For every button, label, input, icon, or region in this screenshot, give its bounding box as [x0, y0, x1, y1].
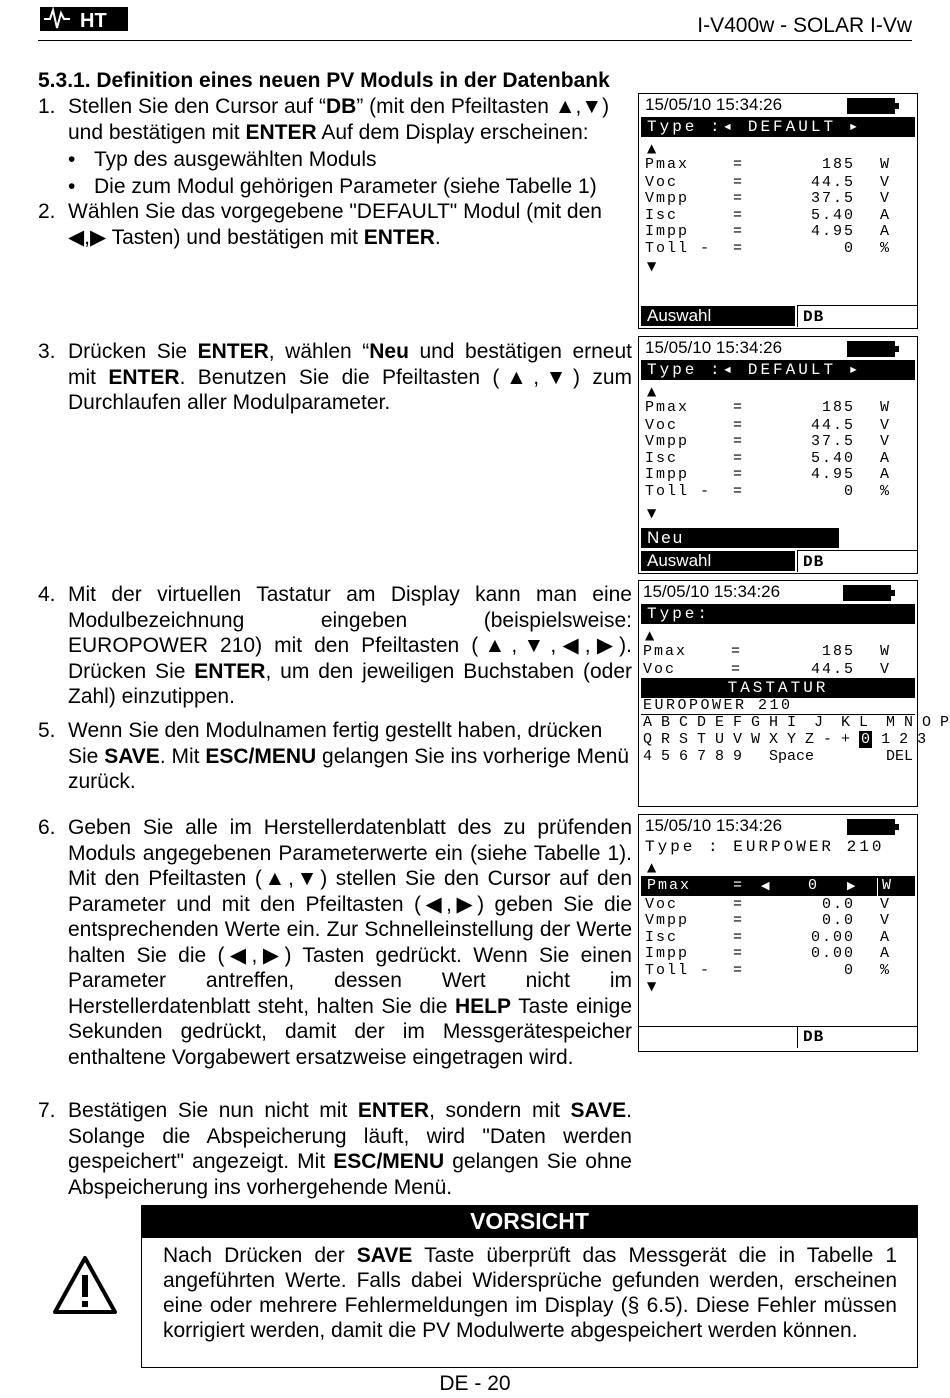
text-segment: 44.5	[810, 174, 855, 191]
text-segment: =	[733, 156, 745, 173]
text-segment: 0	[807, 877, 819, 894]
param-row	[645, 484, 911, 501]
text-segment: Vmpp	[645, 912, 690, 929]
text-segment: , um den jeweiligen Buchstaben (oder Zahl) einzutippen.	[68, 659, 632, 708]
text-segment: 5.	[38, 719, 56, 742]
text-segment: A	[879, 929, 891, 946]
text-segment: Pmax	[647, 877, 692, 894]
param-row	[643, 644, 911, 661]
text-segment: A	[879, 466, 891, 483]
step-4	[38, 582, 632, 710]
text-segment: W	[879, 399, 891, 416]
text-segment: ENTER	[245, 120, 317, 144]
timestamp: 15/05/10 15:34:26	[645, 95, 783, 114]
text-segment: . Solange die Abspeicherung läuft, wird "Daten werden gespeichert" angezeigt. Mit	[68, 1099, 632, 1173]
text-segment: 0.00	[810, 945, 855, 962]
keyboard-input-field: EUROPOWER 210	[643, 697, 793, 714]
text-segment: A	[879, 207, 891, 224]
type-line: Type : EURPOWER 210	[645, 838, 885, 856]
up-arrow-icon: ▲	[645, 628, 655, 642]
text-segment: Pmax	[645, 399, 690, 416]
text-segment: 5.40	[810, 450, 855, 467]
param-row	[645, 963, 911, 980]
text-segment: Isc	[645, 207, 679, 224]
text-segment: V	[879, 417, 891, 434]
text-segment: ENTER	[357, 1099, 430, 1122]
text-segment: 2.	[38, 200, 56, 223]
text-segment: =	[733, 207, 745, 224]
up-arrow-icon: ▲	[647, 860, 657, 874]
text-segment: Stellen Sie den Cursor auf “	[68, 95, 326, 118]
right-arrow-icon: ▶	[847, 879, 858, 892]
text-segment: Wählen Sie das vorgegebene "DEFAULT" Modul (mit den ◀,▶ Tasten) und bestätigen mit	[68, 200, 602, 249]
text-segment: =	[733, 962, 745, 979]
up-arrow-icon: ▲	[647, 384, 657, 398]
text-segment: =	[733, 945, 745, 962]
page-number: DE - 20	[439, 1372, 511, 1395]
bullet-item: • Typ des ausgewählten Moduls	[68, 148, 377, 171]
battery-icon	[847, 341, 895, 357]
text-segment: =	[733, 223, 745, 240]
type-bar: Type:	[641, 604, 915, 624]
text-segment: Impp	[645, 223, 690, 240]
text-segment: Toll -	[645, 240, 712, 257]
keyboard-key-selected: 0	[861, 731, 871, 748]
text-segment: 0	[843, 483, 855, 500]
up-arrow-icon: ▲	[647, 141, 657, 155]
text-segment: Auf dem Display erscheinen:	[316, 120, 589, 144]
type-bar: Type :◂ DEFAULT ▸	[641, 117, 915, 137]
text-segment: 6.	[38, 816, 56, 839]
type-bar: Type :◂ DEFAULT ▸	[641, 360, 915, 380]
softkey-auswahl: Auswahl	[641, 306, 795, 326]
text-segment: 44.5	[810, 661, 855, 678]
text-segment: =	[731, 643, 743, 660]
warning-triangle-icon	[52, 1255, 118, 1315]
text-segment: gelangen Sie ohne Abspeicherung ins vorhergehende Menü.	[68, 1150, 632, 1199]
text-segment: 185	[821, 399, 855, 416]
text-segment: V	[879, 190, 891, 207]
text-segment: HELP	[454, 994, 511, 1018]
selected-param-row	[641, 876, 915, 896]
section-title: 5.3.1. Definition eines neuen PV Moduls in der Datenbank	[38, 69, 610, 92]
text-segment: Mit der virtuellen Tastatur am Display kann man eine Modulbezeichnung eingeben (beispielsweise: EUROPOWER 210) mit den Pfeiltasten (▲,▼,◀,▶). Drücken Sie	[68, 583, 632, 683]
step-7	[38, 1098, 632, 1200]
text-segment: SAVE	[356, 1244, 413, 1267]
text-segment: und bestätigen erneut mit	[68, 340, 632, 389]
step-3	[38, 339, 632, 416]
header-divider	[38, 40, 912, 41]
text-segment: A	[879, 450, 891, 467]
softkey-db: DB	[797, 1026, 917, 1048]
param-row	[645, 157, 911, 174]
text-segment: V	[879, 174, 891, 191]
text-segment: Typ des ausgewählten Moduls	[94, 148, 377, 171]
caution-title: VORSICHT	[141, 1205, 918, 1237]
text-segment: =	[733, 450, 745, 467]
text-segment: Wenn Sie den Modulnamen fertig gestellt haben, drücken Sie	[68, 719, 603, 768]
text-segment: =	[733, 433, 745, 450]
text-segment: 4.95	[810, 466, 855, 483]
param-row	[645, 913, 911, 930]
down-arrow-icon: ▼	[647, 506, 657, 520]
text-segment: .	[434, 225, 441, 249]
text-segment: , sondern mit	[429, 1099, 571, 1122]
text-segment: 0	[843, 240, 855, 257]
softkey-db: DB	[797, 550, 917, 572]
text-segment: Voc	[643, 661, 677, 678]
text-segment: =	[733, 417, 745, 434]
text-segment: 3.	[38, 340, 56, 363]
param-row	[645, 946, 911, 963]
text-segment: Voc	[645, 896, 679, 913]
softkey-db: DB	[797, 305, 917, 327]
text-segment: Nach Drücken der	[163, 1244, 357, 1267]
text-segment: Pmax	[643, 643, 688, 660]
text-segment: V	[879, 896, 891, 913]
param-row	[645, 467, 911, 484]
text-segment: . Benutzen Sie die Pfeiltasten (▲,▼) zum Durchlaufen aller Modulparameter.	[68, 365, 633, 414]
text-segment: =	[733, 190, 745, 207]
param-row	[645, 434, 911, 451]
ht-logo	[40, 5, 128, 33]
param-row	[643, 662, 911, 679]
timestamp: 15/05/10 15:34:26	[645, 338, 783, 357]
battery-icon	[847, 819, 895, 835]
text-segment: 4.	[38, 583, 56, 606]
text-segment: 44.5	[810, 417, 855, 434]
text-segment: Voc	[645, 417, 679, 434]
text-segment: =	[733, 896, 745, 913]
text-segment: 37.5	[810, 190, 855, 207]
text-segment: 1.	[38, 95, 56, 118]
text-segment: ESC/MENU	[205, 744, 317, 768]
text-segment: Voc	[645, 174, 679, 191]
text-segment: =	[733, 240, 745, 257]
text-segment: Pmax	[645, 156, 690, 173]
text-segment: Toll -	[645, 483, 712, 500]
text-segment: SAVE	[570, 1099, 627, 1122]
text-segment: 1 2 3	[872, 731, 927, 748]
text-segment: DB	[325, 95, 357, 118]
text-segment: ENTER	[108, 365, 180, 389]
softkey-auswahl: Auswahl	[641, 551, 795, 571]
text-segment: =	[733, 877, 745, 894]
step-6	[38, 815, 632, 1070]
text-segment: 185	[821, 156, 855, 173]
caution-text	[141, 1237, 918, 1368]
timestamp: 15/05/10 15:34:26	[645, 816, 783, 835]
text-segment: V	[879, 661, 891, 678]
instrument-display-1	[638, 93, 918, 329]
text-segment: Impp	[645, 466, 690, 483]
text-segment: %	[879, 240, 891, 257]
text-segment: 4.95	[810, 223, 855, 240]
instrument-display-4	[638, 814, 918, 1052]
text-segment: =	[731, 661, 743, 678]
text-segment: ” (mit den Pfeiltasten ▲,▼) und bestätigen mit	[68, 95, 610, 144]
text-segment: gelangen Sie ins vorherige Menü zurück.	[68, 744, 630, 793]
text-segment: SAVE	[104, 744, 160, 768]
text-segment: Die zum Modul gehörigen Parameter (siehe Tabelle 1)	[94, 175, 597, 198]
text-segment: Vmpp	[645, 433, 690, 450]
text-segment: 0	[843, 962, 855, 979]
text-segment: Isc	[645, 929, 679, 946]
down-arrow-icon: ▼	[647, 259, 657, 273]
text-segment: , wählen “	[268, 340, 370, 363]
instrument-display-2	[638, 336, 918, 574]
text-segment: %	[879, 483, 891, 500]
text-segment: Drücken Sie	[68, 340, 198, 363]
text-segment: Toll -	[645, 962, 712, 979]
text-segment: =	[733, 912, 745, 929]
text-segment: ENTER	[194, 659, 266, 683]
text-segment: A	[879, 945, 891, 962]
keyboard-row: A B C D E F G H I J K L M N O P	[643, 714, 950, 731]
text-segment: 185	[821, 643, 855, 660]
text-segment: 5.40	[810, 207, 855, 224]
text-segment: =	[733, 174, 745, 191]
text-segment: 0.0	[821, 912, 855, 929]
text-segment: =	[733, 466, 745, 483]
timestamp: 15/05/10 15:34:26	[643, 582, 781, 601]
text-segment: HT	[80, 10, 107, 32]
text-segment: Taste überprüft das Messgerät die in Tabelle 1 angeführten Werte. Falls dabei Widersprüche gefunden werden, erscheinen eine oder mehrere Fehlermeldungen im Display (§ 6.5). Diese Fehler müssen korrigiert werden, damit die PV Modulwerte abgespeichert werden können.	[163, 1244, 897, 1342]
text-segment: ENTER	[197, 340, 269, 363]
param-row	[645, 224, 911, 241]
document-header-title: I-V400w - SOLAR I-Vw	[697, 14, 912, 37]
text-segment: Taste einige Sekunden gedrückt, damit der im Messgerätespeicher enthaltene Vorgabewert ersatzweise eingetragen wird.	[68, 994, 633, 1069]
text-segment: Neu	[369, 340, 409, 363]
bullet-item: • Die zum Modul gehörigen Parameter (siehe Tabelle 1)	[68, 175, 597, 198]
text-segment: %	[879, 962, 891, 979]
param-row	[645, 241, 911, 258]
text-segment: V	[879, 433, 891, 450]
text-segment: ENTER	[363, 225, 435, 249]
text-segment: . Mit	[159, 744, 206, 768]
step-2	[38, 199, 632, 250]
text-segment: Geben Sie alle im Herstellerdatenblatt des zu prüfenden Moduls angegebenen Parameterwerte ein (siehe Tabelle 1). Mit den Pfeiltasten (▲,▼) stellen Sie den Cursor auf den Parameter und mit den Pfeiltasten (◀,▶) geben Sie die entsprechenden Werte ein. Zur Schnelleinstellung der Werte halten Sie die (◀,▶) Tasten gedrückt. Wenn Sie einen Parameter antreffen, dessen Wert nicht im Herstellerdatenblatt steht, halten Sie die	[68, 816, 632, 1018]
step-5	[38, 718, 632, 795]
battery-icon	[847, 98, 895, 114]
text-segment: W	[877, 878, 893, 898]
text-segment: Isc	[645, 450, 679, 467]
down-arrow-icon: ▼	[647, 979, 657, 993]
text-segment: 37.5	[810, 433, 855, 450]
menu-item-neu: Neu	[641, 528, 839, 548]
text-segment: 0.00	[810, 929, 855, 946]
text-segment: =	[733, 929, 745, 946]
text-segment: Impp	[645, 945, 690, 962]
text-segment: 0.0	[821, 896, 855, 913]
text-segment: Vmpp	[645, 190, 690, 207]
keyboard-row: 4 5 6 7 8 9 Space DEL	[643, 748, 914, 765]
text-segment: ESC/MENU	[333, 1150, 445, 1173]
text-segment: Bestätigen Sie nun nicht mit	[68, 1099, 358, 1122]
text-segment: =	[733, 483, 745, 500]
param-row	[645, 191, 911, 208]
step-1	[38, 94, 632, 145]
left-arrow-icon: ◀	[761, 879, 772, 892]
keyboard-title: TASTATUR	[641, 678, 915, 698]
text-segment: =	[733, 399, 745, 416]
text-segment: W	[879, 643, 891, 660]
battery-icon	[843, 585, 891, 601]
text-segment: Q R S T U V W X Y Z - +	[643, 731, 860, 748]
text-segment: 7.	[38, 1099, 56, 1122]
text-segment: A	[879, 223, 891, 240]
text-segment: V	[879, 912, 891, 929]
text-segment: W	[879, 156, 891, 173]
param-row	[645, 400, 911, 417]
instrument-display-3	[638, 580, 950, 807]
keyboard-row	[643, 731, 927, 749]
